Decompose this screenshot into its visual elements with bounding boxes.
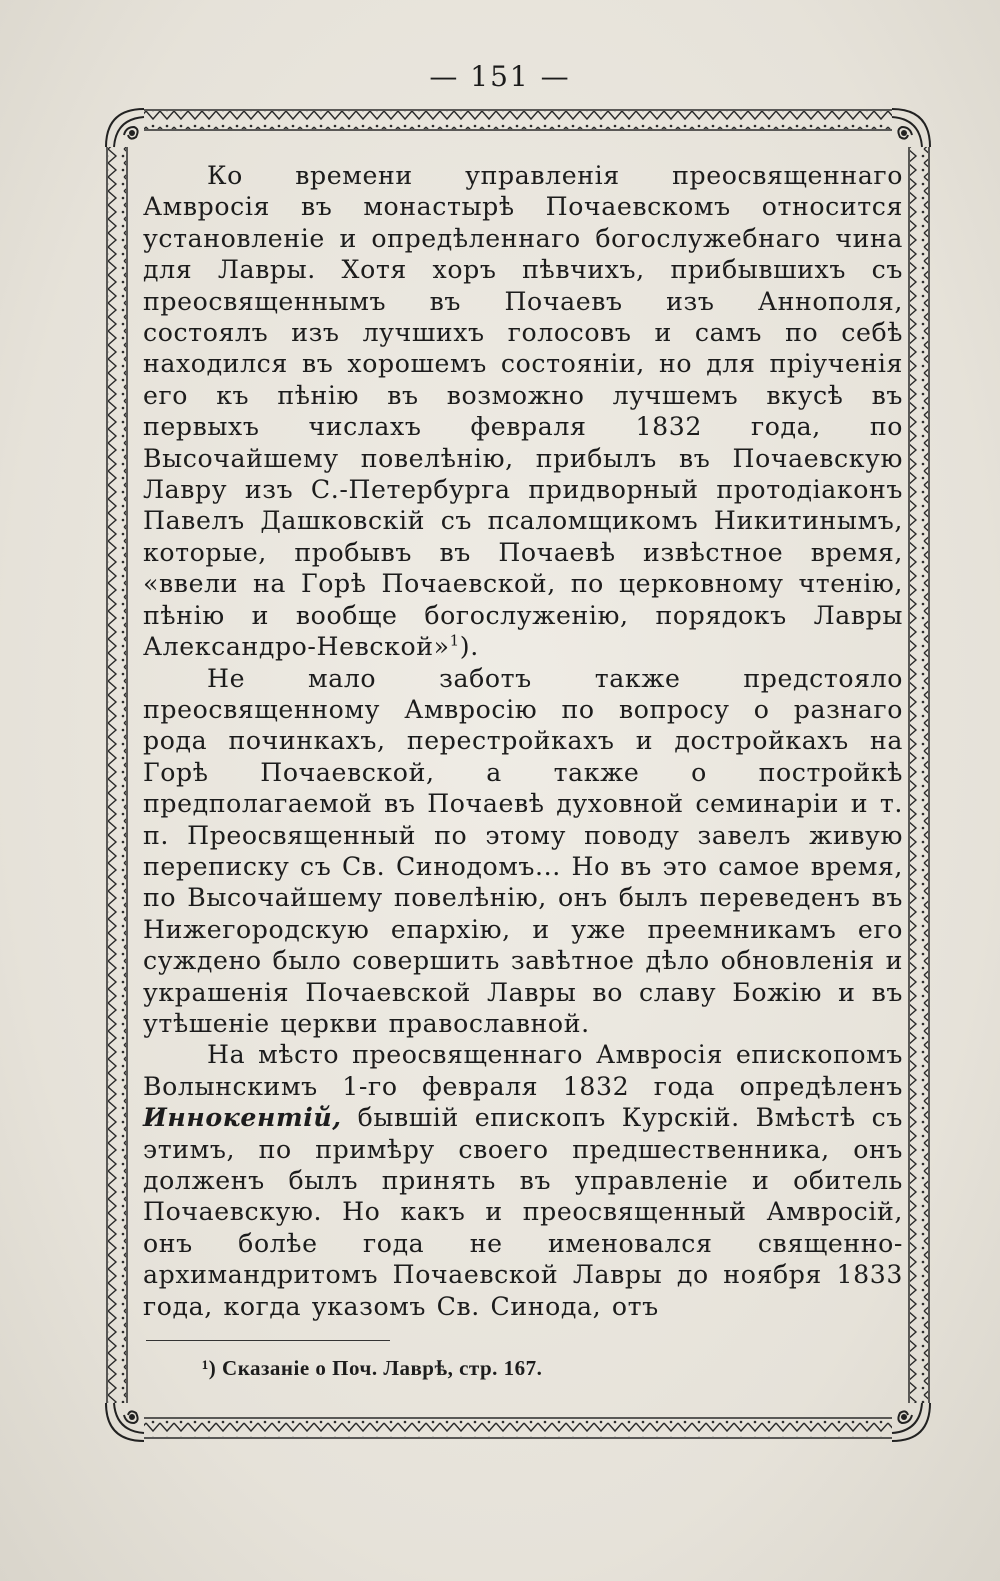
paragraph-1-end: ). bbox=[459, 632, 479, 662]
paragraph-1 bbox=[143, 160, 903, 663]
main-text bbox=[143, 160, 903, 1322]
footnote-divider bbox=[146, 1340, 390, 1341]
paragraph-3-start: На мѣсто преосвященнаго Амвросія епископомъ Волынскимъ 1-го февраля 1832 года опредѣленъ bbox=[143, 1040, 903, 1101]
paragraph-3 bbox=[143, 1039, 903, 1322]
paragraph-3-rest: бывшій епископъ Курскій. Вмѣстѣ съ этимъ, по примѣру своего предшественника, онъ долженъ былъ принять въ управленіе и обитель Почаевскую. Но какъ и преосвященный Амвросій, онъ болѣе года не именовался священно-архимандритомъ Почаевской Лавры до ноября 1833 года, когда указомъ Св. Синода, отъ bbox=[143, 1103, 903, 1321]
bishop-name: Иннокентій, bbox=[143, 1102, 342, 1133]
paragraph-1-text: Ко времени управленія преосвященнаго Амвросія въ монастырѣ Почаевскомъ относится установленіе и опредѣленнаго богослужебнаго чина для Лавры. Хотя хоръ пѣвчихъ, прибывшихъ съ преосвященнымъ въ Почаевъ изъ Аннополя, состоялъ изъ лучшихъ голосовъ и самъ по себѣ находился въ хорошемъ состояніи, но для пріученія его къ пѣнію въ возможно лучшемъ вкусѣ въ первыхъ числахъ февраля 1832 года, по Высочайшему повелѣнію, прибылъ въ Почаевскую Лавру изъ С.-Петербурга придворный протодіаконъ Павелъ Дашковскій съ псаломщикомъ Никитинымъ, которые, пробывъ въ Почаевѣ извѣстное время, «ввели на Горѣ Почаевской, по церковному чтенію, пѣнію и вообще богослуженію, порядокъ Лавры Александро-Невской» bbox=[143, 161, 903, 662]
page-number: — 151 — bbox=[429, 60, 571, 93]
paragraph-2: Не мало заботъ также предстояло преосвященному Амвросію по вопросу о разнаго рода починкахъ, перестройкахъ и достройкахъ на Горѣ Почаевской, а также о постройкѣ предполагаемой въ Почаевѣ духовной семинаріи и т. п. Преосвященный по этому поводу завелъ живую переписку съ Св. Синодомъ... Но въ это самое время, по Высочайшему повелѣнію, онъ былъ переведенъ въ Нижегородскую епархію, и уже преемникамъ его суждено было совершить завѣтное дѣло обновленія и украшенія Почаевской Лавры во славу Божію и въ утѣшеніе церкви православной. bbox=[143, 663, 903, 1038]
footnote: ¹) Сказаніе о Поч. Лаврѣ, стр. 167. bbox=[202, 1356, 543, 1380]
footnote-ref: 1 bbox=[449, 631, 460, 650]
